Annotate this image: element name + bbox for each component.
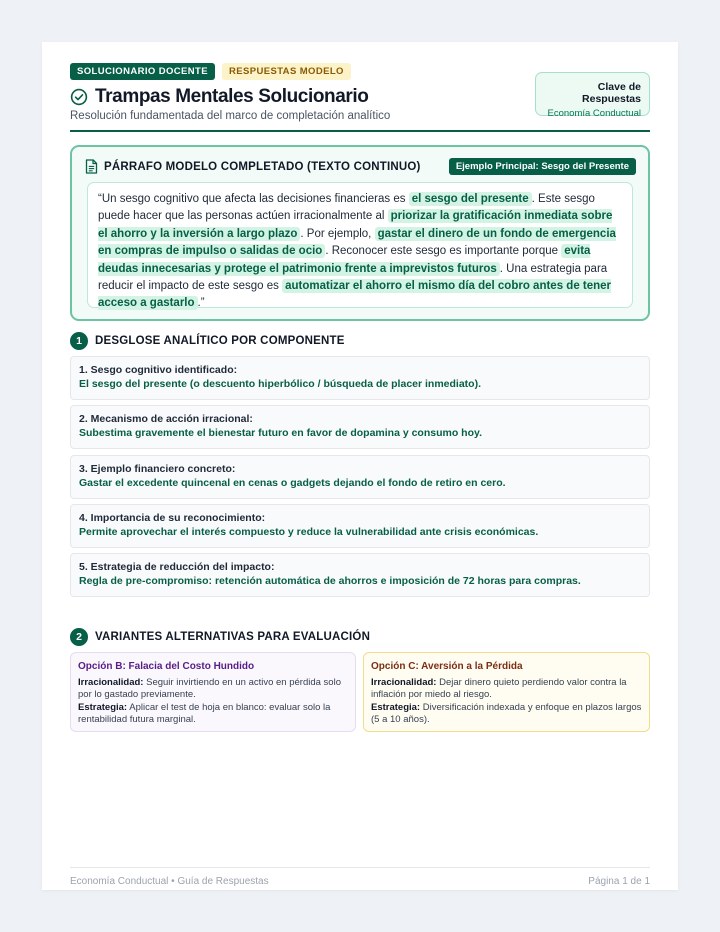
component-label: 4. Importancia de su reconocimiento:	[79, 512, 266, 524]
header-divider	[70, 130, 650, 132]
section-1-title: DESGLOSE ANALÍTICO POR COMPONENTE	[95, 335, 345, 347]
section-number: 1	[70, 332, 88, 350]
footer-left-text: Economía Conductual • Guía de Respuestas	[70, 876, 269, 887]
badge-respuestas: RESPUESTAS MODELO	[222, 63, 351, 80]
answer-highlight-strategy: automatizar el ahorro el mismo día del cobro antes de tener acceso a gastarlo	[98, 280, 612, 310]
answer-key-title: Clave de Respuestas	[582, 81, 641, 105]
component-item	[70, 356, 650, 400]
component-label: 1. Sesgo cognitivo identificado:	[79, 364, 238, 376]
paragraph-text: .”	[197, 297, 205, 310]
paragraph-text: . Reconocer este sesgo es importante porque	[325, 245, 562, 258]
page-number: Página 1 de 1	[588, 876, 650, 887]
answer-highlight-mechanism: priorizar la gratificación inmediata sobre el ahorro y la inversión a largo plazo	[98, 210, 613, 240]
paragraph-text: . Una estrategia para reducir el impacto de este sesgo es	[98, 262, 608, 293]
page-content	[70, 63, 650, 887]
variant-strategy	[78, 702, 348, 727]
model-paragraph-header	[85, 159, 421, 174]
section-1-header	[70, 332, 345, 350]
variant-card-option-b	[70, 652, 356, 732]
component-value: Subestima gravemente el bienestar futuro en favor de dopamina y consumo hoy.	[79, 427, 482, 439]
strategy-text: Aplicar el test de hoja en blanco: evaluar solo la rentabilidad futura marginal.	[78, 701, 331, 725]
answer-key-subtitle: Economía Conductual	[547, 108, 641, 119]
component-label: 5. Estrategia de reducción del impacto:	[79, 561, 275, 573]
strategy-text: Diversificación indexada y enfoque en plazos largos (5 a 10 años).	[371, 701, 642, 725]
page-title: Trampas Mentales Solucionario	[95, 86, 369, 107]
component-value: Gastar el excedente quincenal en cenas o gadgets dejando el fondo de retiro en cero.	[79, 477, 506, 489]
document-page	[42, 42, 678, 890]
variant-card-option-c	[363, 652, 650, 732]
variant-title: Opción C: Aversión a la Pérdida	[371, 661, 523, 672]
model-paragraph-title: PÁRRAFO MODELO COMPLETADO (TEXTO CONTINUO)	[104, 160, 421, 173]
strategy-label: Estrategia:	[78, 701, 128, 713]
strategy-label: Estrategia:	[371, 701, 421, 713]
document-icon	[85, 159, 98, 174]
component-value: El sesgo del presente (o descuento hiperbólico / búsqueda de placer inmediato).	[79, 378, 481, 390]
irrationality-text: Dejar dinero quieto perdiendo valor contra la inflación por miedo al riesgo.	[371, 676, 627, 700]
variant-title: Opción B: Falacia del Costo Hundido	[78, 661, 255, 672]
irrationality-label: Irracionalidad:	[78, 676, 144, 688]
component-item	[70, 553, 650, 597]
irrationality-label: Irracionalidad:	[371, 676, 437, 688]
answer-highlight-importance: evita deudas innecesarias y protege el patrimonio frente a imprevistos futuros	[98, 245, 591, 275]
paragraph-text: “Un sesgo cognitivo que afecta las decisiones financieras es	[98, 193, 409, 205]
section-number: 2	[70, 628, 88, 646]
badge-solucionario: SOLUCIONARIO DOCENTE	[70, 63, 215, 80]
component-value: Permite aprovechar el interés compuesto y reduce la vulnerabilidad ante crisis económicas.	[79, 526, 539, 538]
section-2-title: VARIANTES ALTERNATIVAS PARA EVALUACIÓN	[95, 631, 371, 643]
check-circle-icon	[70, 88, 88, 106]
component-label: 3. Ejemplo financiero concreto:	[79, 463, 236, 475]
answer-highlight-example: gastar el dinero de un fondo de emergencia en compras de impulso o salidas de ocio	[98, 227, 616, 258]
section-2-header	[70, 628, 370, 646]
component-item	[70, 455, 650, 499]
irrationality-text: Seguir invirtiendo en un activo en pérdida solo por lo gastado previamente.	[78, 676, 341, 700]
variant-irrationality	[371, 677, 642, 702]
component-value: Regla de pre-compromiso: retención automática de ahorros e imposición de 72 horas para compras.	[79, 575, 581, 587]
variant-strategy	[371, 702, 642, 727]
answer-highlight-bias: el sesgo del presente	[409, 192, 532, 206]
answer-key-box	[535, 72, 650, 119]
paragraph-text: . Por ejemplo,	[300, 227, 375, 240]
footer-divider	[70, 867, 650, 868]
model-paragraph-card	[70, 145, 650, 321]
component-item	[70, 405, 650, 449]
variant-irrationality	[78, 677, 348, 702]
page-subtitle: Resolución fundamentada del marco de completación analítico	[70, 110, 391, 122]
model-paragraph-text	[87, 182, 633, 308]
model-example-tag: Ejemplo Principal: Sesgo del Presente	[449, 158, 636, 175]
component-item	[70, 504, 650, 548]
component-label: 2. Mecanismo de acción irracional:	[79, 413, 253, 425]
paragraph-text: . Este sesgo puede hacer que las personas actúen irracionalmente al	[98, 193, 595, 223]
